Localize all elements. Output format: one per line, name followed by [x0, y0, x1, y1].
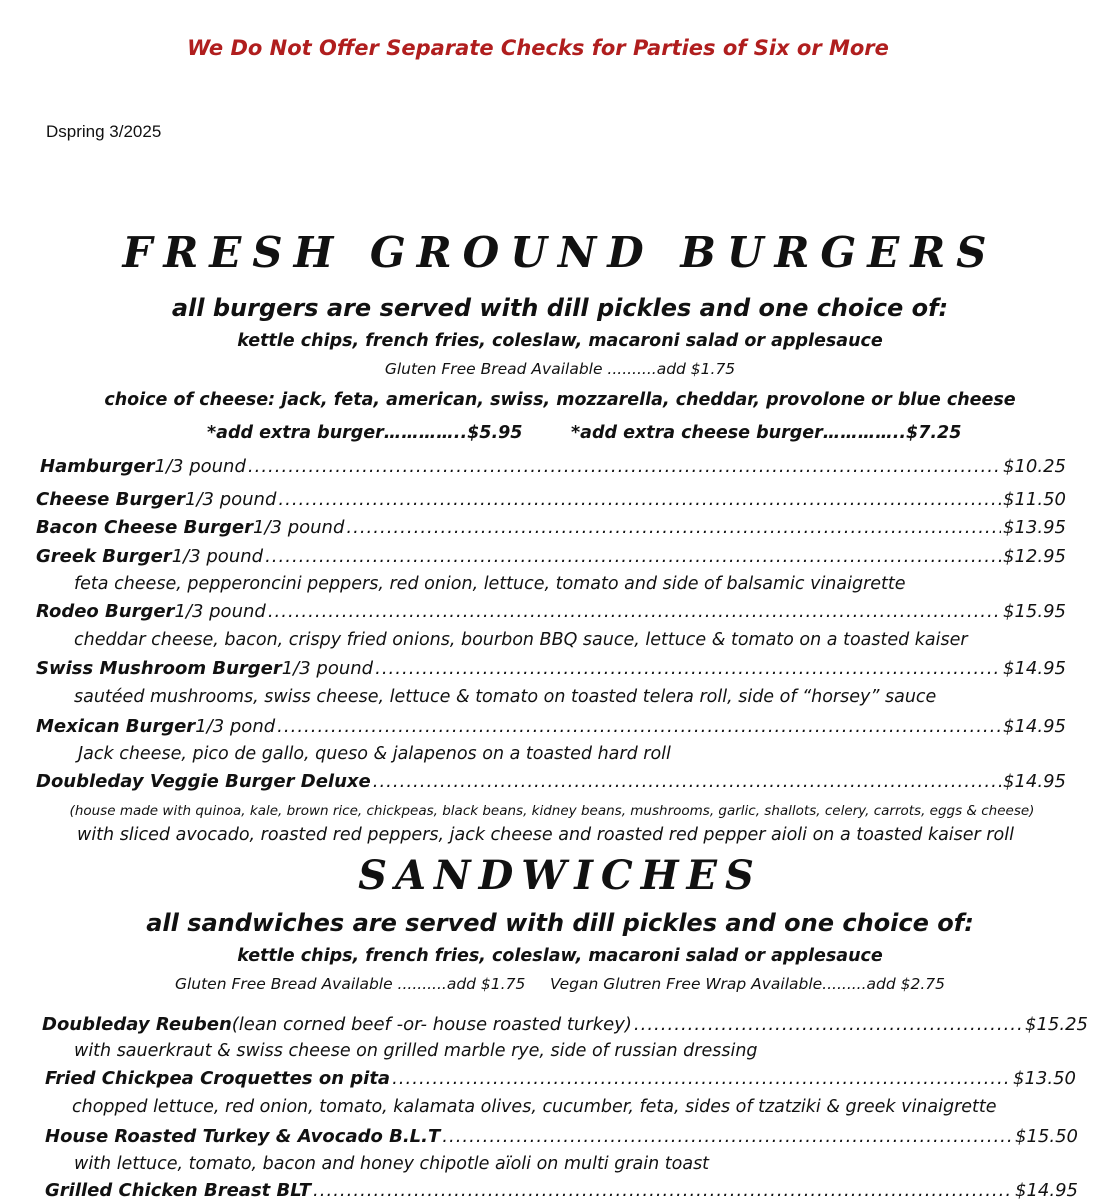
item-description: sautéed mushrooms, swiss cheese, lettuce & tomato on toasted telera roll, side of “horsey” sauce: [74, 687, 937, 707]
item-name: Doubleday Veggie Burger Deluxe: [36, 771, 371, 792]
burgers-sides: kettle chips, french fries, coleslaw, macaroni salad or applesauce: [237, 331, 883, 351]
item-price: $12.95: [1003, 546, 1066, 567]
leader-dots: [268, 601, 1001, 622]
item-portion: 1/3 pound: [185, 489, 277, 510]
menu-item: [36, 601, 1066, 622]
item-name: Hamburger: [40, 456, 155, 477]
menu-item: [42, 1014, 1088, 1035]
separate-checks-notice: We Do Not Offer Separate Checks for Parties of Six or More: [187, 36, 889, 60]
menu-item: [36, 517, 1066, 538]
leader-dots: [373, 771, 1001, 792]
item-price: $14.95: [1003, 716, 1066, 737]
menu-item: [40, 456, 1066, 477]
item-name: Rodeo Burger: [36, 601, 175, 622]
leader-dots: [442, 1126, 1013, 1147]
leader-dots: [392, 1068, 1011, 1089]
item-price: $15.95: [1003, 601, 1066, 622]
menu-item: [36, 658, 1066, 679]
item-description: with sliced avocado, roasted red peppers, jack cheese and roasted red pepper aioli on a toasted kaiser roll: [77, 825, 1014, 845]
leader-dots: [313, 1180, 1013, 1201]
item-portion: 1/3 pond: [195, 716, 276, 737]
item-name: Greek Burger: [36, 546, 172, 567]
item-price: $14.95: [1003, 771, 1066, 792]
item-description: Jack cheese, pico de gallo, queso & jalapenos on a toasted hard roll: [78, 744, 671, 764]
leader-dots: [634, 1014, 1023, 1035]
item-name: Fried Chickpea Croquettes on pita: [45, 1068, 391, 1089]
item-price: $13.50: [1013, 1068, 1076, 1089]
extra-burger-note: *add extra burger…………..$5.95: [207, 423, 523, 443]
item-price: $11.50: [1003, 489, 1066, 510]
sandwiches-subtitle: all sandwiches are served with dill pickles and one choice of:: [146, 909, 974, 937]
item-description: chopped lettuce, red onion, tomato, kalamata olives, cucumber, feta, sides of tzatziki & greek vinaigrette: [72, 1097, 997, 1117]
item-name: Doubleday Reuben: [42, 1014, 232, 1035]
item-portion: 1/3 pound: [154, 456, 246, 477]
item-price: $14.95: [1015, 1180, 1078, 1201]
item-name: Mexican Burger: [36, 716, 196, 737]
item-description: with lettuce, tomato, bacon and honey chipotle aïoli on multi grain toast: [74, 1154, 710, 1174]
item-portion: 1/3 pound: [174, 601, 266, 622]
item-price: $15.50: [1015, 1126, 1078, 1147]
item-portion: 1/3 pound: [253, 517, 345, 538]
item-name: Grilled Chicken Breast BLT: [45, 1180, 312, 1201]
extra-cheese-burger-note: *add extra cheese burger…………..$7.25: [571, 423, 962, 443]
item-name: Swiss Mushroom Burger: [36, 658, 282, 679]
sandwiches-gluten-free-note: Gluten Free Bread Available ..........add $1.75 Vegan Glutren Free Wrap Available.........add $2.75: [174, 975, 946, 993]
leader-dots: [375, 658, 1001, 679]
menu-item: [45, 1068, 1076, 1089]
item-price: $13.95: [1003, 517, 1066, 538]
burgers-cheese-choice: choice of cheese: jack, feta, american, swiss, mozzarella, cheddar, provolone or blue cheese: [104, 390, 1016, 410]
burgers-gluten-free-note: Gluten Free Bread Available ..........add $1.75: [384, 360, 736, 378]
item-name: House Roasted Turkey & Avocado B.L.T: [45, 1126, 441, 1147]
menu-item: [36, 489, 1066, 510]
item-portion: (lean corned beef -or- house roasted turkey): [231, 1014, 632, 1035]
item-description: with sauerkraut & swiss cheese on grilled marble rye, side of russian dressing: [74, 1041, 758, 1061]
sandwiches-sides: kettle chips, french fries, coleslaw, macaroni salad or applesauce: [237, 946, 883, 966]
item-price: $15.25: [1025, 1014, 1088, 1035]
menu-item: [36, 716, 1066, 737]
menu-item: [36, 546, 1066, 567]
menu-item: [45, 1180, 1078, 1201]
sandwiches-section-title: SANDWICHES: [358, 852, 762, 899]
item-portion: 1/3 pound: [281, 658, 374, 679]
menu-item: [45, 1126, 1078, 1147]
item-portion: 1/3 pound: [171, 546, 264, 567]
leader-dots: [277, 716, 1001, 737]
menu-item: [36, 771, 1066, 792]
item-price: $10.25: [1003, 456, 1066, 477]
burgers-subtitle: all burgers are served with dill pickles and one choice of:: [171, 294, 949, 322]
leader-dots: [346, 517, 1001, 538]
item-description: feta cheese, pepperoncini peppers, red onion, lettuce, tomato and side of balsamic vinaigrette: [74, 574, 906, 594]
item-name: Bacon Cheese Burger: [36, 517, 253, 538]
item-price: $14.95: [1003, 658, 1066, 679]
leader-dots: [278, 489, 1001, 510]
leader-dots: [265, 546, 1001, 567]
item-description: cheddar cheese, bacon, crispy fried onions, bourbon BBQ sauce, lettuce & tomato on a toasted kaiser: [74, 630, 968, 650]
burgers-section-title: FRESH GROUND BURGERS: [122, 228, 998, 277]
menu-version-code: Dspring 3/2025: [46, 122, 162, 141]
leader-dots: [248, 456, 1001, 477]
veggie-burger-ingredients: (house made with quinoa, kale, brown rice, chickpeas, black beans, kidney beans, mushrooms, garlic, shallots, celery, carrots, eggs & cheese): [69, 803, 1035, 819]
item-name: Cheese Burger: [36, 489, 186, 510]
